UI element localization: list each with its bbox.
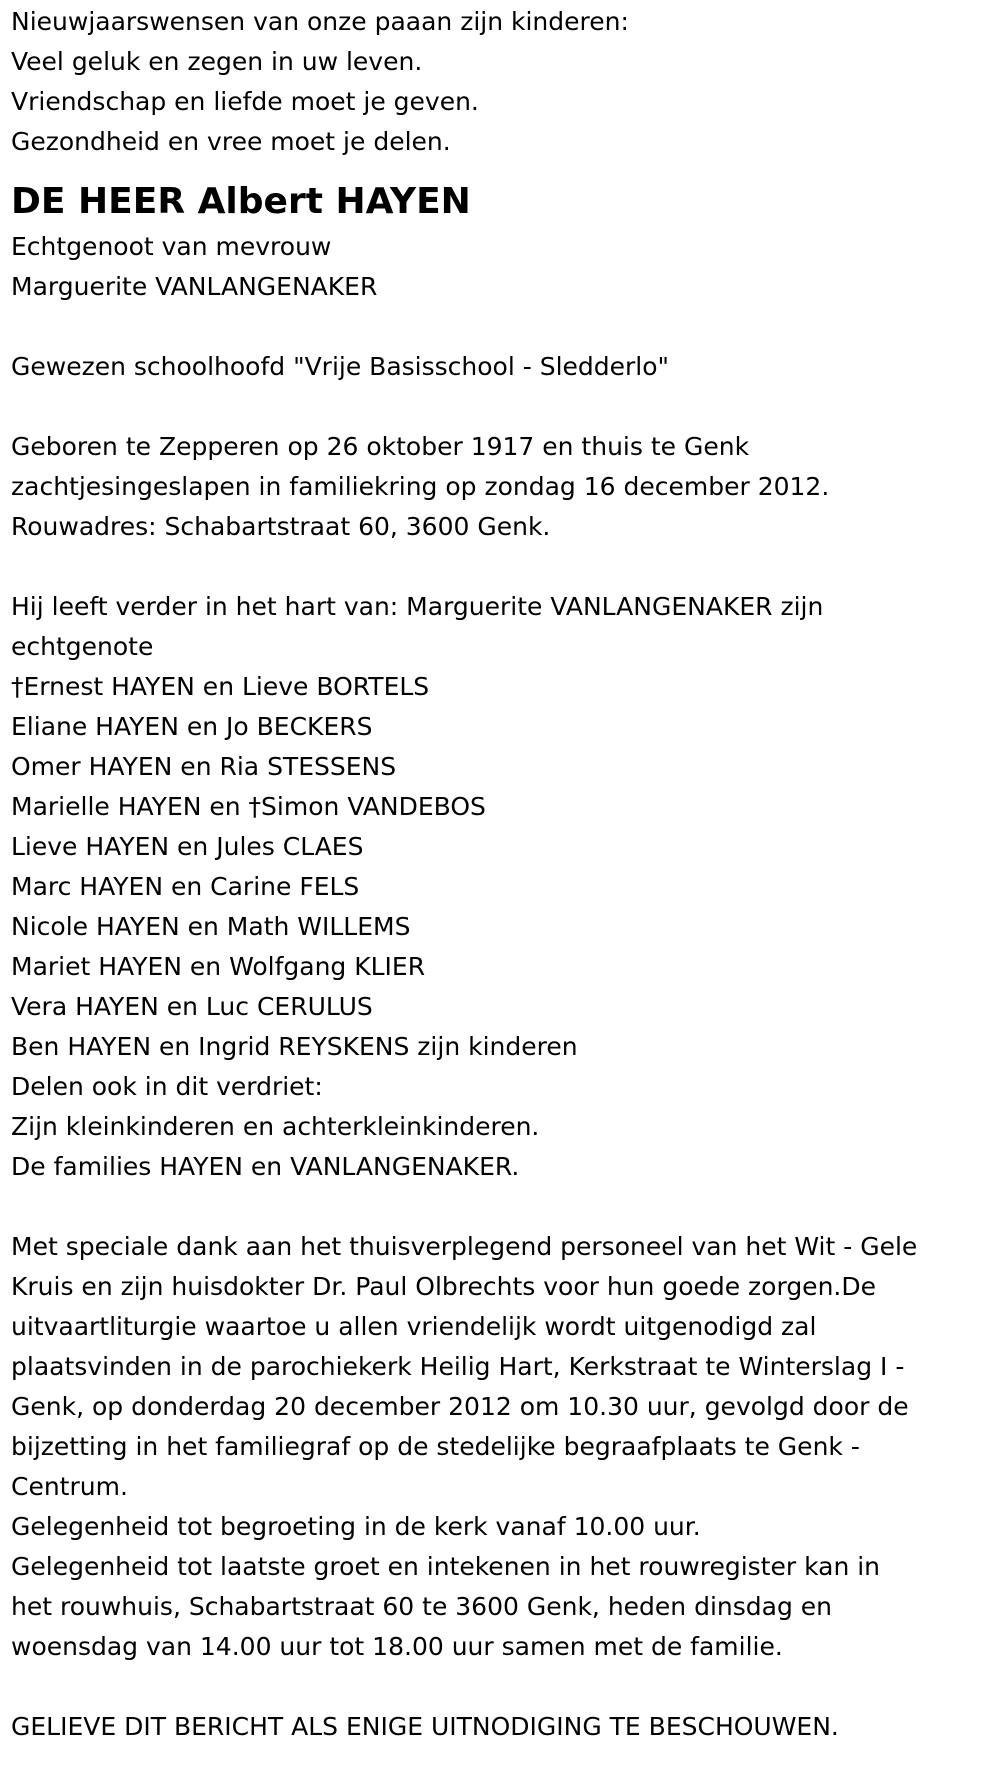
ceremony-line: Gelegenheid tot laatste groet en intekenen in het rouwregister kan in xyxy=(11,1552,881,1581)
ceremony-line: uitvaartliturgie waartoe u allen vriendelijk wordt uitgenodigd zal xyxy=(11,1312,817,1341)
deceased-name-title: DE HEER Albert HAYEN xyxy=(11,181,471,222)
child-line: Marielle HAYEN en †Simon VANDEBOS xyxy=(11,792,486,821)
poem-line: Nieuwjaarswensen van onze paaan zijn kinderen: xyxy=(11,7,629,36)
ceremony-line: Met speciale dank aan het thuisverplegend personeel van het Wit - Gele xyxy=(11,1232,918,1261)
spouse-line: Echtgenoot van mevrouw xyxy=(11,232,332,261)
survivors-intro: echtgenote xyxy=(11,632,154,661)
survivors-block xyxy=(11,587,989,1187)
child-line: Mariet HAYEN en Wolfgang KLIER xyxy=(11,952,426,981)
child-line: Marc HAYEN en Carine FELS xyxy=(11,872,360,901)
ceremony-line: Gelegenheid tot begroeting in de kerk vanaf 10.00 uur. xyxy=(11,1512,701,1541)
spacer xyxy=(11,1187,989,1227)
spacer xyxy=(11,387,989,427)
ceremony-line: Centrum. xyxy=(11,1472,128,1501)
child-line: Omer HAYEN en Ria STESSENS xyxy=(11,752,397,781)
poem-line: Veel geluk en zegen in uw leven. xyxy=(11,47,423,76)
poem-line: Vriendschap en liefde moet je geven. xyxy=(11,87,479,116)
child-line: Vera HAYEN en Luc CERULUS xyxy=(11,992,373,1021)
survivors-intro: Hij leeft verder in het hart van: Marguerite VANLANGENAKER zijn xyxy=(11,592,824,621)
spacer xyxy=(11,547,989,587)
spacer xyxy=(11,1667,989,1707)
child-line: Lieve HAYEN en Jules CLAES xyxy=(11,832,364,861)
child-line: †Ernest HAYEN en Lieve BORTELS xyxy=(11,672,430,701)
spouse-block xyxy=(11,227,989,307)
poem-block xyxy=(11,2,989,162)
child-line: Nicole HAYEN en Math WILLEMS xyxy=(11,912,411,941)
spacer xyxy=(11,307,989,347)
poem-line: Gezondheid en vree moet je delen. xyxy=(11,127,451,156)
ceremony-block xyxy=(11,1227,989,1667)
birth-death-line: Geboren te Zepperen op 26 oktober 1917 en thuis te Genk xyxy=(11,432,750,461)
ceremony-line: bijzetting in het familiegraf op de stedelijke begraafplaats te Genk - xyxy=(11,1432,860,1461)
child-line: Ben HAYEN en Ingrid REYSKENS zijn kinderen xyxy=(11,1032,578,1061)
birth-death-line: zachtjesingeslapen in familiekring op zondag 16 december 2012. xyxy=(11,472,830,501)
others-line: De families HAYEN en VANLANGENAKER. xyxy=(11,1152,520,1181)
occupation-line: Gewezen schoolhoofd "Vrije Basisschool - Sledderlo" xyxy=(11,352,670,381)
birth-death-block xyxy=(11,427,989,547)
ceremony-line: het rouwhuis, Schabartstraat 60 te 3600 Genk, heden dinsdag en xyxy=(11,1592,832,1621)
child-line: Eliane HAYEN en Jo BECKERS xyxy=(11,712,373,741)
ceremony-line: plaatsvinden in de parochiekerk Heilig Hart, Kerkstraat te Winterslag I - xyxy=(11,1352,905,1381)
others-line: Delen ook in dit verdriet: xyxy=(11,1072,323,1101)
mourning-address: Rouwadres: Schabartstraat 60, 3600 Genk. xyxy=(11,512,551,541)
ceremony-line: Kruis en zijn huisdokter Dr. Paul Olbrechts voor hun goede zorgen.De xyxy=(11,1272,876,1301)
spouse-line: Marguerite VANLANGENAKER xyxy=(11,272,378,301)
closing-notice: GELIEVE DIT BERICHT ALS ENIGE UITNODIGING TE BESCHOUWEN. xyxy=(11,1712,839,1741)
ceremony-line: woensdag van 14.00 uur tot 18.00 uur samen met de familie. xyxy=(11,1632,783,1661)
others-line: Zijn kleinkinderen en achterkleinkinderen. xyxy=(11,1112,540,1141)
ceremony-line: Genk, op donderdag 20 december 2012 om 10.30 uur, gevolgd door de xyxy=(11,1392,909,1421)
